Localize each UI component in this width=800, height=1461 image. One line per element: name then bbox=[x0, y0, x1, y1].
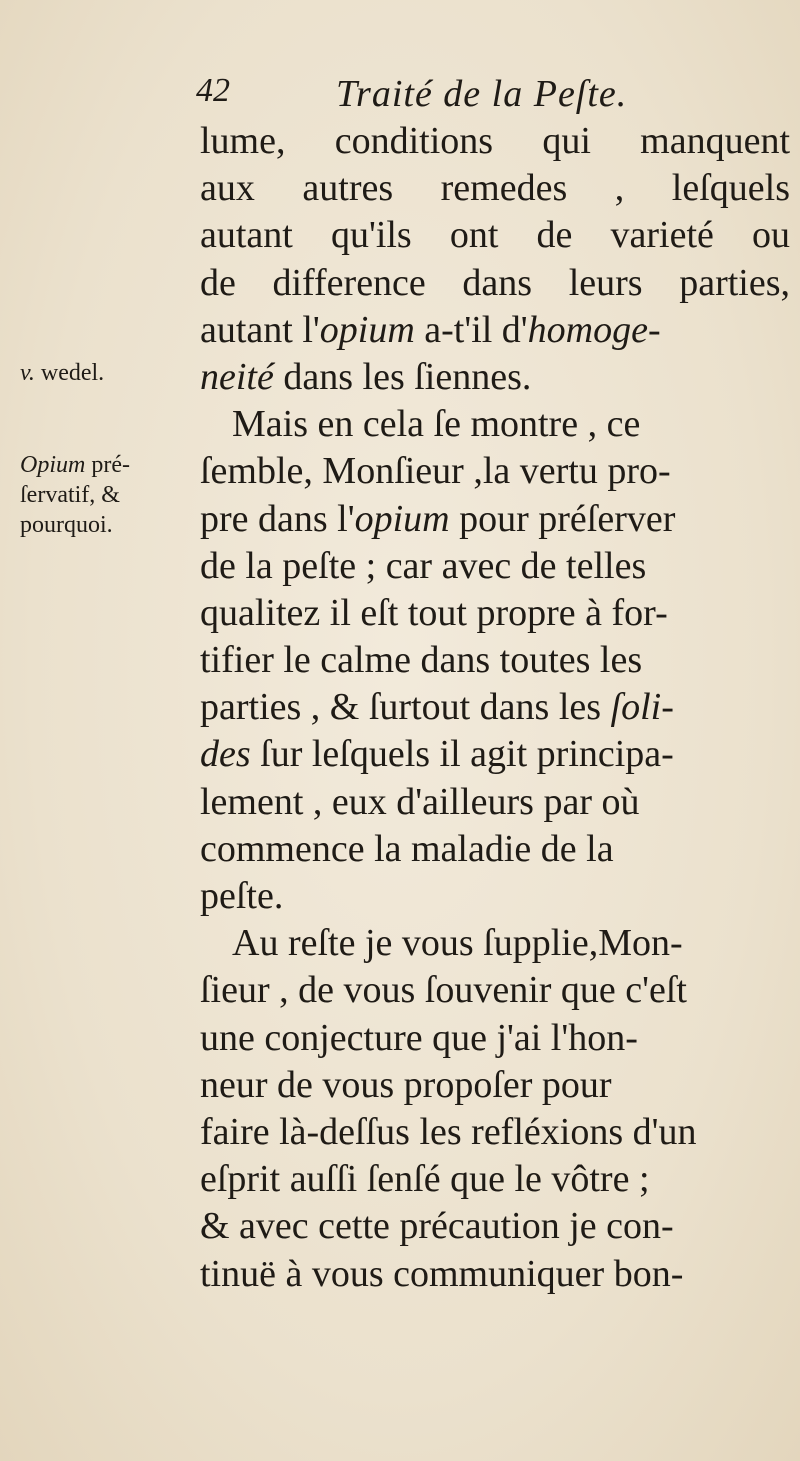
text-line bbox=[200, 684, 790, 731]
text-line: aux autres remedes , leſquels bbox=[200, 167, 790, 210]
italic-term: des bbox=[200, 733, 251, 776]
margin-note-wedel bbox=[20, 360, 104, 386]
text-line: tinuë à vous communiquer bon- bbox=[200, 1252, 684, 1295]
italic-term: homoge- bbox=[527, 308, 661, 351]
text-line: une conjecture que j'ai l'hon- bbox=[200, 1016, 638, 1059]
text-run: pre dans l' bbox=[200, 497, 355, 540]
text-line: lement , eux d'ailleurs par où bbox=[200, 780, 640, 823]
italic-term: neité bbox=[200, 355, 274, 398]
text-run: pour préſerver bbox=[449, 497, 676, 540]
margin-note-lead: v. bbox=[20, 360, 35, 386]
text-line: tifier le calme dans toutes les bbox=[200, 639, 643, 682]
italic-term: opium bbox=[354, 497, 450, 540]
text-line bbox=[200, 354, 790, 401]
italic-term: opium bbox=[319, 308, 415, 351]
text-run: dans les ſiennes. bbox=[273, 355, 532, 398]
margin-note-opium-line3: pourquoi. bbox=[20, 512, 113, 538]
text-line: & avec cette précaution je con- bbox=[200, 1205, 674, 1248]
margin-note-opium-rest: pré- bbox=[85, 452, 130, 478]
text-line: autant qu'ils ont de varieté ou bbox=[200, 214, 790, 257]
running-title: Traité de la Peſte. bbox=[336, 73, 628, 115]
text-run: a-t'il d' bbox=[414, 308, 528, 351]
text-line: peſte. bbox=[200, 875, 284, 917]
text-line: ſemble, Monſieur ,la vertu pro- bbox=[200, 450, 671, 493]
text-line: de la peſte ; car avec de telles bbox=[200, 544, 647, 587]
text-line: Au reſte je vous ſupplie,Mon- bbox=[232, 922, 683, 965]
text-line: de difference dans leurs parties, bbox=[200, 261, 790, 304]
text-line bbox=[200, 307, 790, 354]
text-line bbox=[200, 731, 790, 778]
body-text bbox=[200, 118, 790, 1298]
text-line: faire là-deſſus les refléxions d'un bbox=[200, 1110, 697, 1153]
text-line: neur de vous propoſer pour bbox=[200, 1063, 612, 1106]
page-number: 42 bbox=[196, 72, 230, 109]
text-line: ſieur , de vous ſouvenir que c'eſt bbox=[200, 969, 687, 1012]
text-line: lume, conditions qui manquent bbox=[200, 120, 790, 162]
text-line: qualitez il eſt tout propre à for- bbox=[200, 591, 668, 634]
text-line: eſprit auſſi ſenſé que le vôtre ; bbox=[200, 1158, 650, 1201]
margin-note-opium-line1 bbox=[20, 452, 130, 478]
text-line: commence la maladie de la bbox=[200, 827, 614, 870]
text-line bbox=[200, 496, 790, 543]
text-run: parties , & ſurtout dans les bbox=[200, 686, 611, 729]
margin-note-opium-line2: ſervatif, & bbox=[20, 482, 120, 508]
text-line: Mais en cela ſe montre , ce bbox=[232, 403, 641, 446]
margin-note-text: wedel. bbox=[34, 360, 105, 386]
text-run: ſur leſquels il agit principa- bbox=[250, 733, 674, 776]
margin-note-opium-word: Opium bbox=[20, 452, 86, 478]
italic-term: ſoli- bbox=[610, 686, 674, 729]
text-run: autant l' bbox=[200, 308, 320, 351]
